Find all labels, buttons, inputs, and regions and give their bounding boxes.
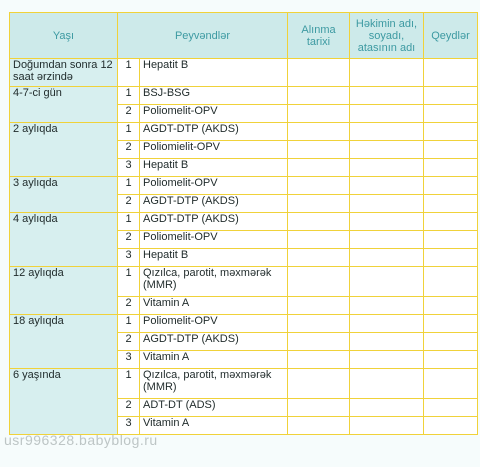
- doctor-name-cell[interactable]: [350, 399, 424, 417]
- watermark-text: usr996328.babyblog.ru: [4, 432, 158, 448]
- notes-cell[interactable]: [424, 213, 478, 231]
- doctor-name-cell[interactable]: [350, 351, 424, 369]
- age-cell: 6 yaşında: [10, 369, 118, 435]
- doctor-name-cell[interactable]: [350, 333, 424, 351]
- vaccine-name-cell: Hepatit B: [140, 59, 288, 87]
- notes-cell[interactable]: [424, 333, 478, 351]
- doctor-name-cell[interactable]: [350, 249, 424, 267]
- table-body: [10, 59, 478, 435]
- doctor-name-cell[interactable]: [350, 141, 424, 159]
- date-received-cell[interactable]: [288, 417, 350, 435]
- vaccine-name-cell: AGDT-DTP (AKDS): [140, 195, 288, 213]
- age-cell: Doğumdan sonra 12 saat ərzində: [10, 59, 118, 87]
- notes-cell[interactable]: [424, 105, 478, 123]
- dose-number-cell: 3: [118, 417, 140, 435]
- table-row: [10, 123, 478, 141]
- age-cell: 12 aylıqda: [10, 267, 118, 315]
- dose-number-cell: 2: [118, 399, 140, 417]
- date-received-cell[interactable]: [288, 351, 350, 369]
- header-age: Yaşı: [10, 13, 118, 59]
- doctor-name-cell[interactable]: [350, 59, 424, 87]
- dose-number-cell: 1: [118, 59, 140, 87]
- vaccine-name-cell: AGDT-DTP (AKDS): [140, 333, 288, 351]
- date-received-cell[interactable]: [288, 87, 350, 105]
- vaccination-table: [9, 12, 478, 435]
- dose-number-cell: 2: [118, 333, 140, 351]
- dose-number-cell: 1: [118, 87, 140, 105]
- vaccine-name-cell: Poliomelit-OPV: [140, 105, 288, 123]
- date-received-cell[interactable]: [288, 369, 350, 399]
- date-received-cell[interactable]: [288, 141, 350, 159]
- table-row: [10, 315, 478, 333]
- vaccine-name-cell: Poliomielit-OPV: [140, 141, 288, 159]
- date-received-cell[interactable]: [288, 105, 350, 123]
- doctor-name-cell[interactable]: [350, 231, 424, 249]
- date-received-cell[interactable]: [288, 177, 350, 195]
- table-row: [10, 87, 478, 105]
- notes-cell[interactable]: [424, 249, 478, 267]
- doctor-name-cell[interactable]: [350, 315, 424, 333]
- notes-cell[interactable]: [424, 159, 478, 177]
- doctor-name-cell[interactable]: [350, 297, 424, 315]
- vaccine-name-cell: Qızılca, parotit, məxmərək (MMR): [140, 369, 288, 399]
- age-cell: 3 aylıqda: [10, 177, 118, 213]
- dose-number-cell: 3: [118, 159, 140, 177]
- dose-number-cell: 2: [118, 231, 140, 249]
- doctor-name-cell[interactable]: [350, 417, 424, 435]
- doctor-name-cell[interactable]: [350, 123, 424, 141]
- dose-number-cell: 2: [118, 141, 140, 159]
- notes-cell[interactable]: [424, 87, 478, 105]
- date-received-cell[interactable]: [288, 231, 350, 249]
- date-received-cell[interactable]: [288, 297, 350, 315]
- dose-number-cell: 2: [118, 195, 140, 213]
- vaccine-name-cell: ADT-DT (ADS): [140, 399, 288, 417]
- notes-cell[interactable]: [424, 417, 478, 435]
- notes-cell[interactable]: [424, 267, 478, 297]
- notes-cell[interactable]: [424, 231, 478, 249]
- vaccine-name-cell: BSJ-BSG: [140, 87, 288, 105]
- dose-number-cell: 3: [118, 249, 140, 267]
- date-received-cell[interactable]: [288, 267, 350, 297]
- vaccine-name-cell: Hepatit B: [140, 249, 288, 267]
- vaccine-name-cell: Poliomelit-OPV: [140, 177, 288, 195]
- notes-cell[interactable]: [424, 297, 478, 315]
- table-row: [10, 369, 478, 399]
- date-received-cell[interactable]: [288, 213, 350, 231]
- date-received-cell[interactable]: [288, 249, 350, 267]
- doctor-name-cell[interactable]: [350, 159, 424, 177]
- doctor-name-cell[interactable]: [350, 195, 424, 213]
- dose-number-cell: 1: [118, 315, 140, 333]
- vaccine-name-cell: Qızılca, parotit, məxmərək (MMR): [140, 267, 288, 297]
- header-vaccines: Peyvəndlər: [118, 13, 288, 59]
- age-cell: 18 aylıqda: [10, 315, 118, 369]
- age-cell: 4 aylıqda: [10, 213, 118, 267]
- notes-cell[interactable]: [424, 177, 478, 195]
- doctor-name-cell[interactable]: [350, 105, 424, 123]
- notes-cell[interactable]: [424, 399, 478, 417]
- dose-number-cell: 3: [118, 351, 140, 369]
- dose-number-cell: 1: [118, 213, 140, 231]
- date-received-cell[interactable]: [288, 123, 350, 141]
- header-notes: Qeydlər: [424, 13, 478, 59]
- vaccine-name-cell: Poliomelit-OPV: [140, 231, 288, 249]
- doctor-name-cell[interactable]: [350, 369, 424, 399]
- doctor-name-cell[interactable]: [350, 177, 424, 195]
- vaccine-name-cell: Hepatit B: [140, 159, 288, 177]
- table-row: [10, 59, 478, 87]
- vaccine-name-cell: Poliomelit-OPV: [140, 315, 288, 333]
- doctor-name-cell[interactable]: [350, 213, 424, 231]
- doctor-name-cell[interactable]: [350, 87, 424, 105]
- vaccine-name-cell: AGDT-DTP (AKDS): [140, 123, 288, 141]
- date-received-cell[interactable]: [288, 333, 350, 351]
- notes-cell[interactable]: [424, 59, 478, 87]
- table-row: [10, 267, 478, 297]
- notes-cell[interactable]: [424, 369, 478, 399]
- date-received-cell[interactable]: [288, 159, 350, 177]
- date-received-cell[interactable]: [288, 399, 350, 417]
- notes-cell[interactable]: [424, 195, 478, 213]
- date-received-cell[interactable]: [288, 59, 350, 87]
- dose-number-cell: 1: [118, 369, 140, 399]
- table-row: [10, 177, 478, 195]
- notes-cell[interactable]: [424, 123, 478, 141]
- dose-number-cell: 2: [118, 297, 140, 315]
- age-cell: 4-7-ci gün: [10, 87, 118, 123]
- vaccine-name-cell: Vitamin A: [140, 417, 288, 435]
- notes-cell[interactable]: [424, 141, 478, 159]
- dose-number-cell: 2: [118, 105, 140, 123]
- notes-cell[interactable]: [424, 315, 478, 333]
- header-doctor-name: Həkimin adı, soyadı, atasının adı: [350, 13, 424, 59]
- doctor-name-cell[interactable]: [350, 267, 424, 297]
- dose-number-cell: 1: [118, 267, 140, 297]
- dose-number-cell: 1: [118, 123, 140, 141]
- table-row: [10, 213, 478, 231]
- notes-cell[interactable]: [424, 351, 478, 369]
- date-received-cell[interactable]: [288, 195, 350, 213]
- vaccine-name-cell: Vitamin A: [140, 297, 288, 315]
- vaccine-name-cell: AGDT-DTP (AKDS): [140, 213, 288, 231]
- table-header-row: [10, 13, 478, 59]
- vaccine-name-cell: Vitamin A: [140, 351, 288, 369]
- header-date-received: Alınma tarixi: [288, 13, 350, 59]
- age-cell: 2 aylıqda: [10, 123, 118, 177]
- dose-number-cell: 1: [118, 177, 140, 195]
- date-received-cell[interactable]: [288, 315, 350, 333]
